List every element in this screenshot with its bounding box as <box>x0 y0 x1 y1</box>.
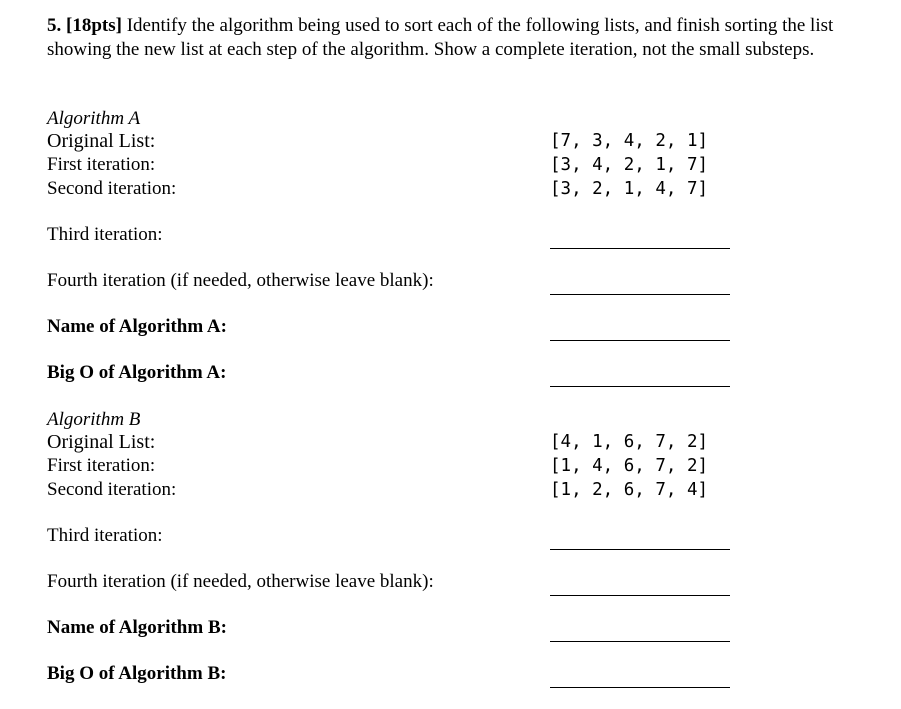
algorithm-name-label: Name of Algorithm B: <box>47 617 227 638</box>
question-number: 5. [18pts] <box>47 15 122 36</box>
question-text: Identify the algorithm being used to sort each of the following lists, and finish sorting the list showing the new list at each step of the algorithm. Show a complete iteration, not the small substeps. <box>47 15 834 60</box>
first-iteration-label: First iteration: <box>47 455 156 476</box>
second-iteration-value: [3, 2, 1, 4, 7] <box>550 179 709 199</box>
third-iteration-label: Third iteration: <box>47 224 163 245</box>
second-iteration-label: Second iteration: <box>47 479 177 500</box>
fourth-iteration-answer-line[interactable] <box>550 294 730 295</box>
big-o-label: Big O of Algorithm A: <box>47 362 227 383</box>
big-o-label: Big O of Algorithm B: <box>47 663 227 684</box>
third-iteration-answer-line[interactable] <box>550 549 730 550</box>
algorithm-a-third-row <box>47 223 767 247</box>
algorithm-b-bigo-row <box>47 662 767 686</box>
algorithm-b-fourth-row <box>47 570 767 594</box>
big-o-answer-line[interactable] <box>550 687 730 688</box>
fourth-iteration-label: Fourth iteration (if needed, otherwise leave blank): <box>47 571 434 592</box>
algorithm-b-third-row <box>47 524 767 548</box>
algorithm-a-bigo-row <box>47 361 767 385</box>
algorithm-a-original-row <box>47 129 767 153</box>
algorithm-b-name-row <box>47 616 767 640</box>
first-iteration-label: First iteration: <box>47 154 156 175</box>
algorithm-a-first-row <box>47 153 767 177</box>
first-iteration-value: [3, 4, 2, 1, 7] <box>550 155 709 175</box>
second-iteration-label: Second iteration: <box>47 178 177 199</box>
algorithm-a-second-row <box>47 177 767 201</box>
first-iteration-value: [1, 4, 6, 7, 2] <box>550 456 709 476</box>
algorithm-a-name-row <box>47 315 767 339</box>
fourth-iteration-answer-line[interactable] <box>550 595 730 596</box>
original-list-value: [4, 1, 6, 7, 2] <box>550 432 709 452</box>
algorithm-a-title: Algorithm A <box>47 108 141 129</box>
big-o-answer-line[interactable] <box>550 386 730 387</box>
original-list-label: Original List: <box>47 431 156 453</box>
fourth-iteration-label: Fourth iteration (if needed, otherwise leave blank): <box>47 270 434 291</box>
original-list-value: [7, 3, 4, 2, 1] <box>550 131 709 151</box>
third-iteration-answer-line[interactable] <box>550 248 730 249</box>
algorithm-b-first-row <box>47 454 767 478</box>
algorithm-name-answer-line[interactable] <box>550 340 730 341</box>
algorithm-b-section <box>47 409 767 684</box>
algorithm-a-section <box>47 108 767 383</box>
algorithm-b-second-row <box>47 478 767 502</box>
algorithm-b-title: Algorithm B <box>47 409 141 430</box>
algorithm-a-fourth-row <box>47 269 767 293</box>
algorithm-name-label: Name of Algorithm A: <box>47 316 227 337</box>
second-iteration-value: [1, 2, 6, 7, 4] <box>550 480 709 500</box>
question-prompt <box>47 14 837 62</box>
third-iteration-label: Third iteration: <box>47 525 163 546</box>
algorithm-b-original-row <box>47 430 767 454</box>
original-list-label: Original List: <box>47 130 156 152</box>
algorithm-name-answer-line[interactable] <box>550 641 730 642</box>
